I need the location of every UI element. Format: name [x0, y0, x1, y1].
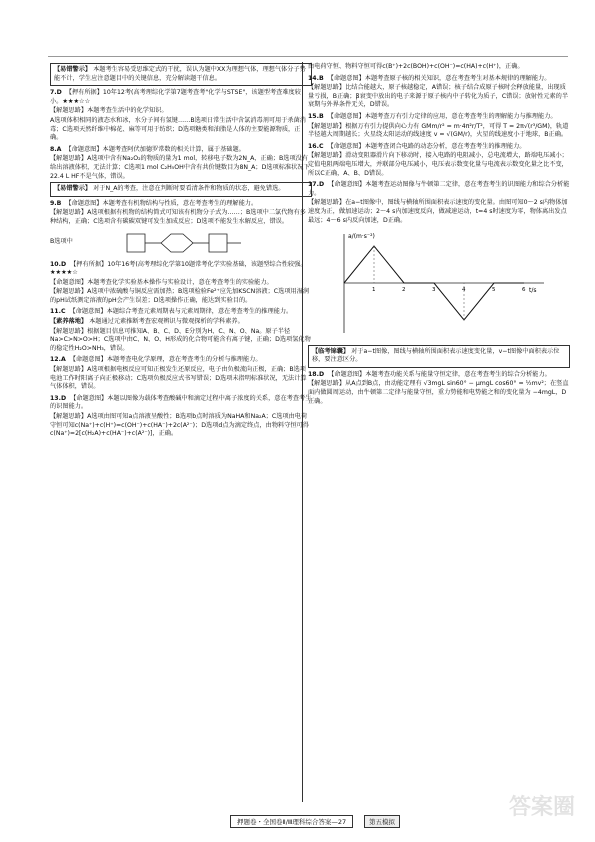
question-body: A选项体积相同的液态水和冰，水分子间有氢键……B选项日常生活中含氯消毒剂可用于杀菌消毒；C选项天然纤维中棉花、麻等可用于纺织；D选项糖类和油脂是人体的主要能源物质，正确。 [50, 116, 306, 142]
literacy-note [50, 318, 312, 327]
question-intent: 【命题意图】本题以图像为载体考查酸碱中和滴定过程中离子浓度的关系，意在考查考生的识图能力。 [50, 394, 312, 411]
question-body: 【解题思路】滑动变阻器滑片向下移动时，接入电路的电阻减小，总电流增大，路端电压减小；定值电阻两端电压增大，并联部分电压减小，电压表示数变化量与电流表示数变化量之比不变，所以C正确，A、B、D错误。 [308, 152, 568, 177]
question-number: 8.A [50, 145, 62, 153]
question-body: 【解题思路】A选项中含有Na₂O₂的物质的量为1 mol，转移电子数为2N_A，正确；B选项没有给出溶液体积，无法计算；C选项1 mol C₂H₅OH中含有共价键数目为8N_A；D选项标准状况下22.4 L HF不是气体，错误。 [50, 155, 310, 180]
box-text: 本题考生容易受思维定式的干扰，误认为题中XX为理想气体，理想气体分子势能不计，学生应注意题目中的关键信息，充分解读题干信息。 [54, 66, 306, 82]
question-number: 15.B [308, 112, 324, 120]
question-number: 13.D [50, 394, 67, 402]
graph-tick-label: 5 [492, 287, 496, 294]
footer-title: 押题卷・全国卷Ⅱ/Ⅲ理科综合答案—27 [230, 815, 353, 828]
question-12 [50, 356, 312, 391]
question-16 [308, 143, 570, 178]
right-column [308, 62, 570, 407]
graph-tick-label: 2 [402, 287, 406, 294]
question-number: 7.D [50, 89, 62, 97]
question-14 [308, 75, 570, 110]
question-number: 11.C [50, 308, 66, 316]
graph-x-label: t/s [529, 287, 537, 295]
question-intent: 【命题意图】本题考查功能关系与能量守恒定律，意在考查考生的综合分析能力。 [328, 370, 551, 378]
warning-box [50, 182, 312, 197]
question-10 [50, 261, 312, 306]
literacy-text: 本题通过元素推断考查宏观辨识与微观探析的学科素养。 [89, 318, 244, 326]
question-body: 【解题思路】比结合能越大，原子核越稳定，A错误；核子结合成原子核时会释放能量，出现质量亏损，B正确；β衰变中放出的电子来源于原子核内中子转化为质子，C错误；放射性元素的半衰期与外界条件无关，D错误。 [308, 84, 569, 109]
question-number: 14.B [308, 74, 324, 82]
box-label: 【易错警示】 [54, 185, 92, 193]
question-intent: 【命题意图】本题考查电化学原理，意在考查考生的分析与推理能力。 [69, 356, 262, 364]
question-intent: 【命题意图】本题考查闭合电路的动态分析，意在考查考生的推理能力。 [327, 142, 526, 150]
question-9 [50, 200, 312, 258]
exam-tip-box [308, 345, 570, 368]
graph-tick-label: 3 [432, 287, 436, 294]
left-column [50, 62, 312, 440]
box-text: 对于N_A的考查，注意在判断时要看清条件和物质的状态，避免错选。 [93, 185, 285, 193]
question-number: 18.D [308, 370, 325, 378]
mistake-warning-box [50, 63, 312, 86]
question-body: 【解题思路】在a−t图像中，图线与横轴所围面积表示速度的变化量。由图可知0～2 s内物体加速度为正，做加速运动；2～4 s内加速度反向，做减速运动，t=4 s时速度为零，物体离出发点最远；4～6 s内反向加速，D正确。 [308, 199, 568, 224]
footer-mark: 第五模拟 [364, 815, 400, 828]
diagram-label: B选项中 [50, 238, 73, 246]
question-number: 10.D [50, 260, 67, 268]
page-footer [0, 815, 595, 829]
question-7 [50, 89, 312, 143]
question-line: 【押有所据】10年12考(高考理综化学第7题考查考"化学与STSE"，该题型考查难度较小。★★★☆☆ [50, 89, 301, 105]
question-body: 【解题思路】A选项中浓硫酸与铜反应需加热；B选项检验Fe²⁺应先加KSCN溶液；C选项用湿润的pH试纸测定溶液的pH会产生误差；D选项操作正确，能达到实验目的。 [50, 288, 310, 304]
question-body: 【解题思路】A选项根据有机物的结构简式可知该有机物分子式为……；B选项中二氯代物有多种结构，正确；C选项含有碳碳双键可发生加成反应；D选项不能发生水解反应，错误。 [50, 209, 306, 225]
question-body: 【解题思路】从A点到B点，由动能定理有 √3mgL sin60° − μmgL cos60° = ½mv²；在竖直面内做圆周运动，由牛顿第二定律与能量守恒，重力势能和电势能之和的变化量为 −4mgL，D正确。 [308, 380, 569, 405]
watermark-logo: 答案圈 [509, 795, 576, 820]
question-15 [308, 113, 570, 140]
question-body: 【解题思路】根据万有引力提供向心力有 GMm/r² = m·4π²r/T²，可得 T = 2π√(r³/GM)，轨道半径越大周期越长；火星绕太阳运动的线速度 v = √(GM/r)，火星的线速度小于地球，B正确。 [308, 122, 569, 139]
question-number: 16.C [308, 142, 324, 150]
box-label: 【易错警示】 [54, 66, 92, 73]
question-body: 【解题思路】根据题目信息可推知A、B、C、D、E分别为H、C、N、O、Na。原子半径Na>C>N>O>H；C选项中由C、N、O、H形成的化合物可能含有离子键，正确；D选项氢化物的稳定性H₂O>NH₃，错误。 [50, 327, 311, 352]
question-11 [50, 308, 312, 353]
question-13 [50, 395, 312, 439]
question-intent: 【命题意图】本题考查万有引力定律的应用，意在考查考生的理解能力与推理能力。 [327, 112, 557, 120]
graph-tick-label: 1 [372, 287, 376, 294]
question-8 [50, 146, 312, 197]
question-17 [308, 181, 570, 368]
question-intent: 【解题思路】本题考查生活中的化学知识。 [50, 107, 168, 115]
question-number: 12.A [50, 356, 66, 364]
acceleration-time-graph [324, 228, 554, 338]
question-intent: 【命题意图】本题考查有机物结构与性质，意在考查考生的理解能力。 [65, 199, 258, 207]
molecule-row [50, 228, 312, 258]
question-intent: 【命题意图】本题考查阿伏加德罗常数的相关计算，属于基础题。 [65, 145, 245, 153]
question-18 [308, 371, 570, 406]
box-label: 【临考锦囊】 [312, 347, 350, 355]
literacy-label: 【素养落地】 [50, 318, 88, 326]
question-number: 17.D [308, 181, 325, 189]
graph-ticks [372, 287, 526, 293]
question-13-continued: 由电荷守恒、物料守恒可得c(B⁺)+2c(BOH)+c(OH⁻)=c(HA)+c(H⁺)，正确。 [308, 63, 524, 70]
question-intent: 【命题意图】本题综合考查元素周期表与元素周期律，意在考查考生的推理能力。 [69, 308, 293, 316]
question-intent: 【命题意图】本题考查运动图像与牛顿第二定律，意在考查考生的识图能力和综合分析能力。 [308, 181, 570, 197]
question-body: 【解题思路】A选项根据电极反应可知正极发生还原反应，电子由负极流向正极，正确；B选项电池工作时阳离子向正极移动；C选项负极反应式书写错误；D选项未指明标准状况，无法计算气体体积，错误。 [50, 366, 307, 391]
graph-tick-label: 4 [462, 287, 466, 294]
graph-y-label: a/(m·s⁻²) [348, 233, 375, 241]
question-intent: 【命题意图】本题考查原子核的相关知识，意在考查考生对基本规律的理解能力。 [327, 74, 551, 82]
question-line: 【押有所据】10年16考(高考理综化学第10题常考化学实验基础，该题型综合性较强。★★★★☆ [50, 260, 307, 277]
box-text: 对于a−t图像，图线与横轴所围面积表示速度变化量，v−t图像中面积表示位移，要注意区分。 [312, 347, 560, 364]
header-rule [48, 56, 568, 57]
question-number: 9.B [50, 199, 62, 207]
molecule-structure-diagram [117, 230, 247, 256]
question-intent: 【命题意图】本题考查化学实验基本操作与实验设计，意在考查考生的实验能力。 [50, 278, 273, 286]
question-body: 【解题思路】A选项由图可知a点溶液呈酸性；B选项b点时溶质为NaHA和Na₂A；C选项由电荷守恒可知c(Na⁺)+c(H⁺)=c(OH⁻)+c(HA⁻)+2c(A²⁻)；D选项d点为滴定终点，由物料守恒可得c(Na⁺)=2[c(H₂A)+c(HA⁻)+c(A²⁻)]，正确。 [50, 413, 309, 438]
graph-tick-label: 6 [522, 287, 526, 294]
